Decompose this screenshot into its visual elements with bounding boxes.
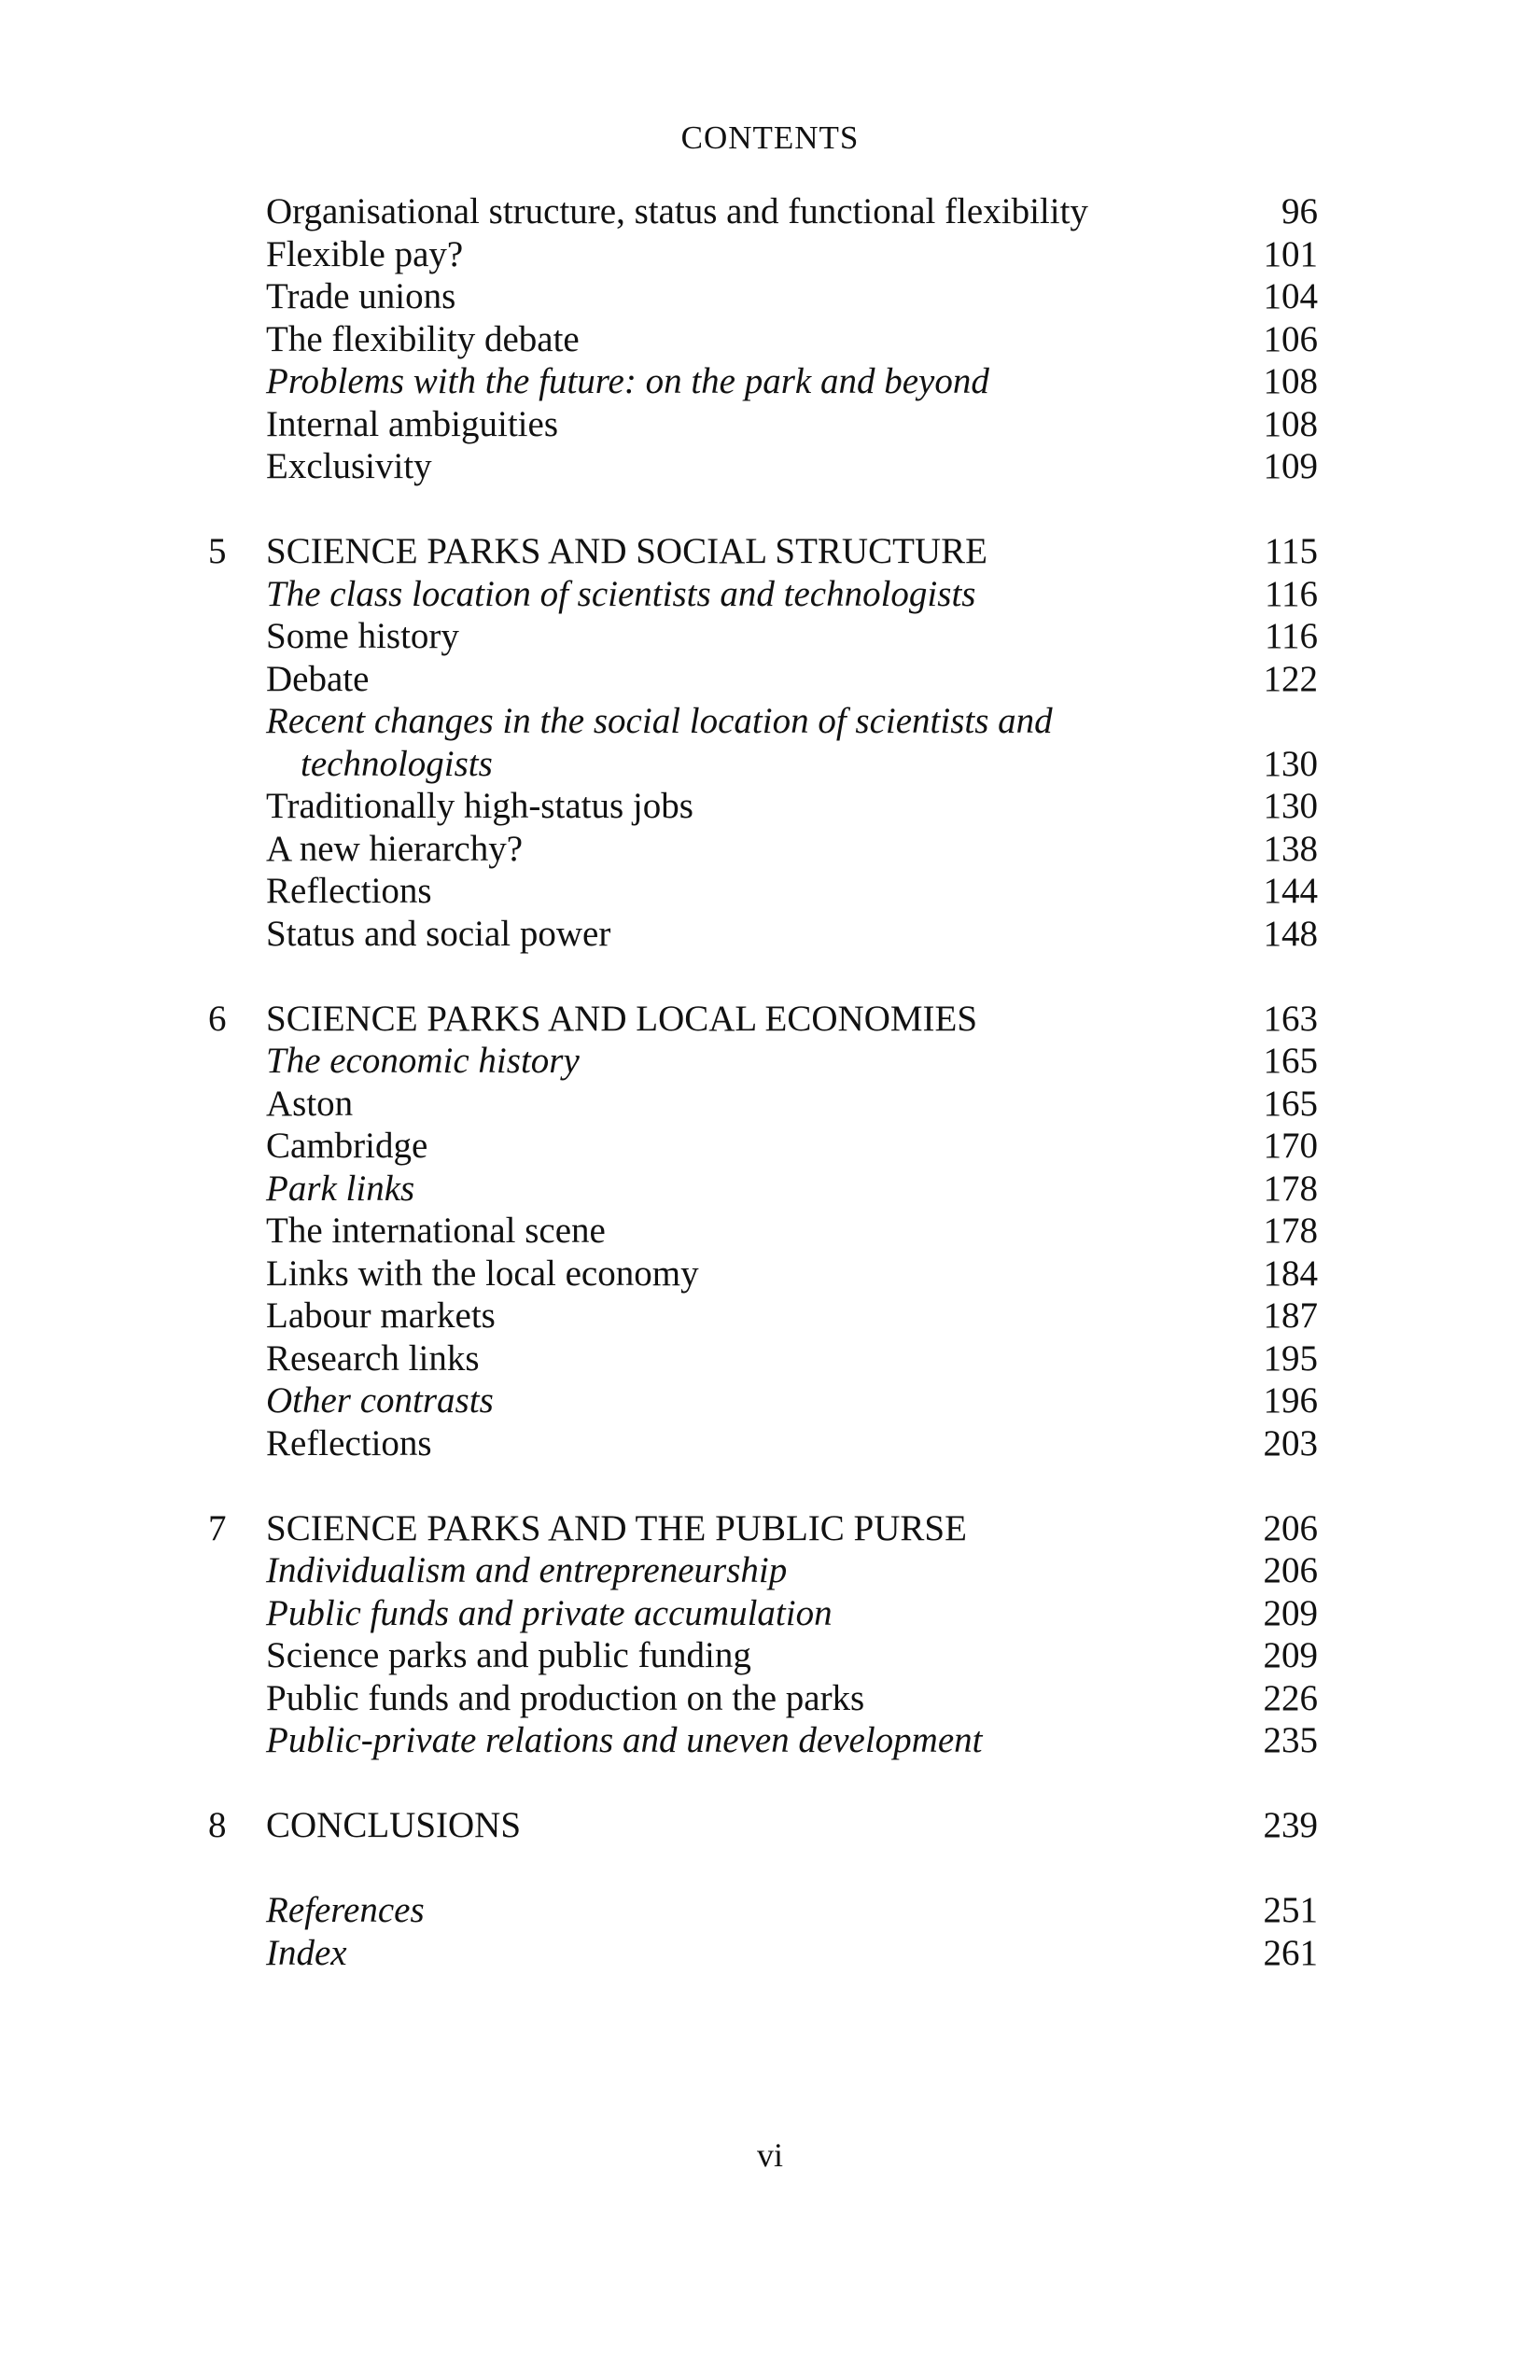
entry-page-number: 170 bbox=[1263, 1126, 1318, 1166]
running-head: CONTENTS bbox=[680, 119, 860, 156]
chapter-number: 5 bbox=[208, 531, 227, 571]
entry-page-number: 138 bbox=[1263, 828, 1318, 869]
entry-title: The class location of scientists and technologists bbox=[266, 573, 976, 614]
group-spacer bbox=[0, 955, 1540, 998]
entry-title: Public funds and private accumulation bbox=[266, 1592, 833, 1633]
toc-entry[interactable] bbox=[0, 1168, 1540, 1211]
entry-page-number: 106 bbox=[1263, 318, 1318, 359]
entry-page-number: 195 bbox=[1263, 1337, 1318, 1379]
toc-entry[interactable] bbox=[0, 1295, 1540, 1337]
toc-entry[interactable] bbox=[0, 1379, 1540, 1422]
entry-title: CONCLUSIONS bbox=[266, 1805, 522, 1845]
group-spacer bbox=[0, 488, 1540, 531]
entry-title: Reflections bbox=[266, 871, 432, 911]
toc-entry[interactable] bbox=[0, 1083, 1540, 1126]
entry-page-number: 163 bbox=[1263, 998, 1318, 1039]
entry-page-number: 116 bbox=[1264, 573, 1318, 614]
toc-entry[interactable] bbox=[0, 1210, 1540, 1253]
toc-entry[interactable] bbox=[0, 700, 1540, 743]
entry-title: Internal ambiguities bbox=[266, 403, 558, 444]
group-spacer bbox=[0, 1762, 1540, 1805]
entry-title: Research links bbox=[266, 1337, 480, 1379]
entry-title: Problems with the future: on the park and beyond bbox=[266, 361, 989, 401]
entry-page-number: 130 bbox=[1263, 786, 1318, 826]
page-number: vi bbox=[756, 2136, 783, 2174]
entry-title: Other contrasts bbox=[266, 1380, 494, 1421]
toc-entry[interactable] bbox=[0, 233, 1540, 276]
toc-entry[interactable] bbox=[0, 1422, 1540, 1465]
toc-entry[interactable] bbox=[0, 913, 1540, 956]
group-spacer bbox=[0, 1464, 1540, 1507]
toc-entry[interactable] bbox=[0, 1592, 1540, 1635]
entry-page-number: 184 bbox=[1263, 1253, 1318, 1294]
toc-entry[interactable] bbox=[0, 1889, 1540, 1932]
toc-entry[interactable] bbox=[0, 1549, 1540, 1592]
entry-title: The flexibility debate bbox=[266, 318, 580, 359]
entry-page-number: 178 bbox=[1263, 1168, 1318, 1209]
entry-title: The economic history bbox=[266, 1041, 580, 1081]
toc-entry[interactable] bbox=[0, 1253, 1540, 1295]
entry-page-number: 251 bbox=[1263, 1890, 1318, 1930]
entry-title: Park links bbox=[266, 1168, 415, 1209]
entry-title: Individualism and entrepreneurship bbox=[266, 1550, 788, 1590]
group-spacer bbox=[0, 1847, 1540, 1890]
entry-page-number: 226 bbox=[1263, 1677, 1318, 1718]
entry-title: Debate bbox=[266, 658, 370, 699]
entry-title: Aston bbox=[266, 1083, 354, 1124]
entry-title: Traditionally high-status jobs bbox=[266, 786, 693, 826]
entry-title: Exclusivity bbox=[266, 446, 432, 486]
toc-entry[interactable] bbox=[0, 998, 1540, 1041]
entry-page-number: 165 bbox=[1263, 1083, 1318, 1124]
toc-entry[interactable] bbox=[0, 743, 1540, 786]
entry-title: Recent changes in the social location of scientists and bbox=[266, 701, 1053, 741]
entry-page-number: 203 bbox=[1263, 1422, 1318, 1463]
entry-page-number: 148 bbox=[1263, 913, 1318, 954]
entry-title: Status and social power bbox=[266, 913, 611, 954]
toc-entry[interactable] bbox=[0, 658, 1540, 701]
chapter-number: 7 bbox=[208, 1507, 227, 1548]
entry-title: The international scene bbox=[266, 1211, 606, 1251]
toc-entry[interactable] bbox=[0, 530, 1540, 573]
toc-entry[interactable] bbox=[0, 403, 1540, 446]
table-of-contents bbox=[0, 190, 1540, 1974]
entry-page-number: 196 bbox=[1263, 1380, 1318, 1421]
entry-title: Labour markets bbox=[266, 1295, 496, 1336]
entry-page-number: 206 bbox=[1263, 1550, 1318, 1590]
entry-title: Science parks and public funding bbox=[266, 1635, 751, 1675]
toc-entry[interactable] bbox=[0, 190, 1540, 233]
toc-entry[interactable] bbox=[0, 828, 1540, 871]
entry-title: References bbox=[266, 1890, 425, 1930]
entry-title: Public funds and production on the parks bbox=[266, 1677, 865, 1718]
entry-page-number: 261 bbox=[1263, 1932, 1318, 1973]
toc-entry[interactable] bbox=[0, 1634, 1540, 1677]
entry-page-number: 109 bbox=[1263, 446, 1318, 486]
toc-entry[interactable] bbox=[0, 1677, 1540, 1720]
chapter-number: 8 bbox=[208, 1805, 227, 1845]
entry-page-number: 235 bbox=[1263, 1720, 1318, 1760]
toc-entry[interactable] bbox=[0, 1125, 1540, 1168]
entry-title: Links with the local economy bbox=[266, 1253, 699, 1294]
entry-title: Organisational structure, status and functional flexibility bbox=[266, 191, 1088, 231]
entry-title: Cambridge bbox=[266, 1126, 428, 1166]
toc-entry[interactable] bbox=[0, 1507, 1540, 1550]
entry-page-number: 96 bbox=[1281, 191, 1318, 231]
entry-title: Some history bbox=[266, 616, 459, 656]
toc-entry[interactable] bbox=[0, 318, 1540, 361]
entry-page-number: 165 bbox=[1263, 1041, 1318, 1081]
entry-page-number: 209 bbox=[1263, 1592, 1318, 1633]
entry-page-number: 122 bbox=[1263, 658, 1318, 699]
entry-page-number: 209 bbox=[1263, 1635, 1318, 1675]
entry-page-number: 104 bbox=[1263, 276, 1318, 316]
entry-title: SCIENCE PARKS AND LOCAL ECONOMIES bbox=[266, 998, 978, 1039]
entry-page-number: 116 bbox=[1264, 616, 1318, 656]
toc-entry[interactable] bbox=[0, 275, 1540, 318]
entry-title: SCIENCE PARKS AND SOCIAL STRUCTURE bbox=[266, 531, 987, 571]
entry-page-number: 187 bbox=[1263, 1295, 1318, 1336]
toc-entry[interactable] bbox=[0, 445, 1540, 488]
entry-page-number: 206 bbox=[1263, 1507, 1318, 1548]
toc-entry[interactable] bbox=[0, 1719, 1540, 1762]
entry-page-number: 115 bbox=[1264, 531, 1318, 571]
entry-page-number: 178 bbox=[1263, 1211, 1318, 1251]
toc-entry[interactable] bbox=[0, 785, 1540, 828]
toc-entry[interactable] bbox=[0, 615, 1540, 658]
entry-title: Trade unions bbox=[266, 276, 456, 316]
entry-title: Flexible pay? bbox=[266, 233, 464, 274]
entry-page-number: 101 bbox=[1263, 233, 1318, 274]
toc-entry[interactable] bbox=[0, 870, 1540, 913]
entry-title: Public-private relations and uneven development bbox=[266, 1720, 983, 1760]
chapter-number: 6 bbox=[208, 998, 227, 1039]
entry-page-number: 130 bbox=[1263, 743, 1318, 784]
entry-title: SCIENCE PARKS AND THE PUBLIC PURSE bbox=[266, 1507, 967, 1548]
entry-page-number: 108 bbox=[1263, 361, 1318, 401]
entry-title: Reflections bbox=[266, 1422, 432, 1463]
toc-entry[interactable] bbox=[0, 1932, 1540, 1975]
entry-title: technologists bbox=[301, 743, 493, 784]
entry-page-number: 239 bbox=[1263, 1805, 1318, 1845]
entry-title: Index bbox=[266, 1932, 347, 1973]
entry-page-number: 108 bbox=[1263, 403, 1318, 444]
toc-entry[interactable] bbox=[0, 1040, 1540, 1083]
entry-page-number: 144 bbox=[1263, 871, 1318, 911]
toc-entry[interactable] bbox=[0, 573, 1540, 616]
toc-entry[interactable] bbox=[0, 360, 1540, 403]
toc-entry[interactable] bbox=[0, 1337, 1540, 1380]
entry-title: A new hierarchy? bbox=[266, 828, 524, 869]
toc-entry[interactable] bbox=[0, 1804, 1540, 1847]
